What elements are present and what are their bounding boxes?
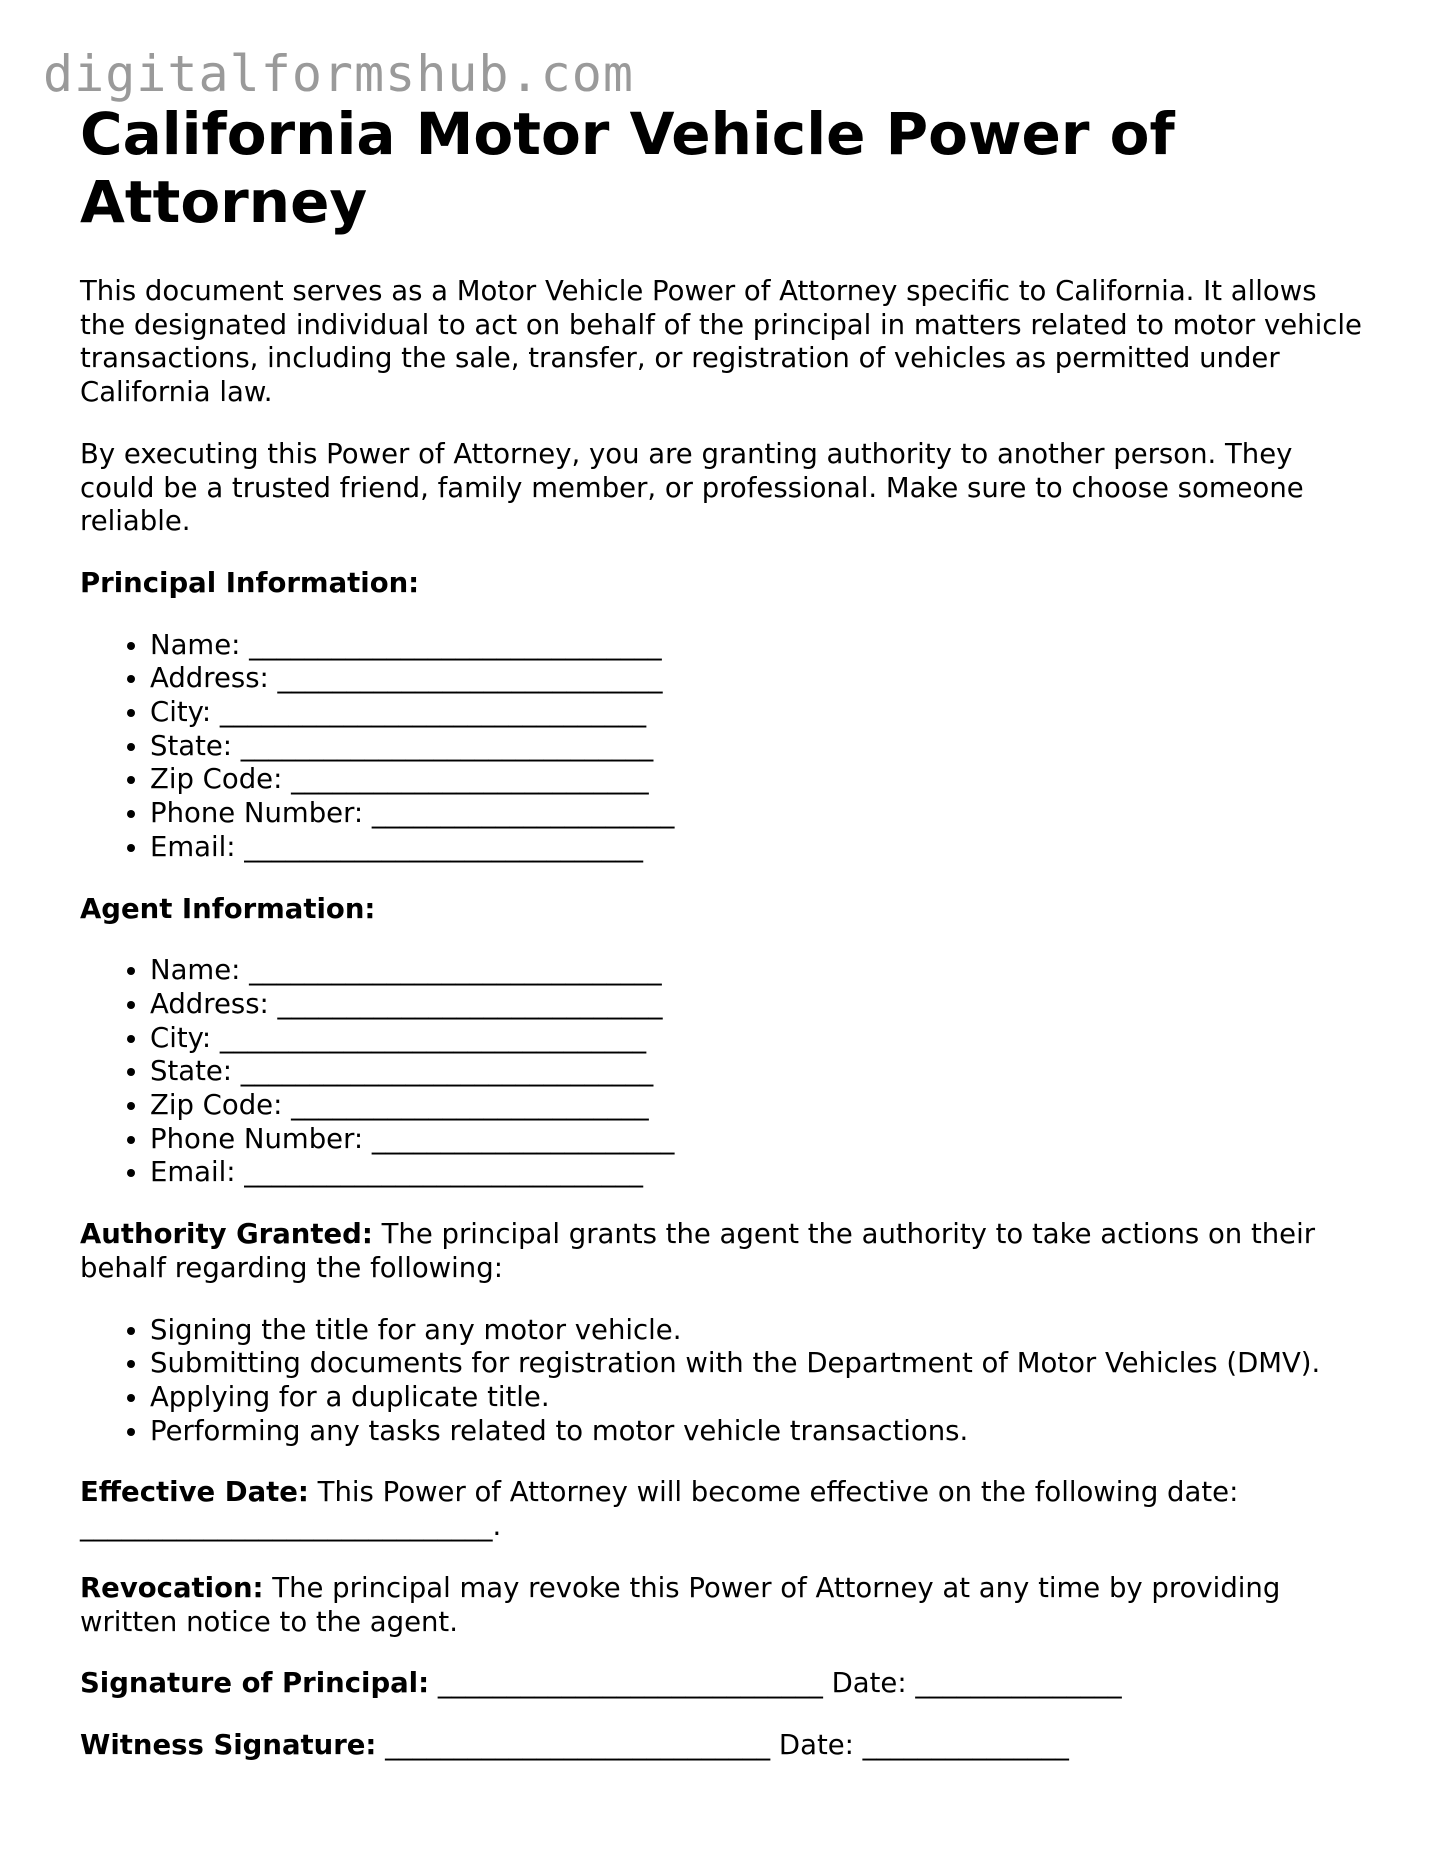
revocation-text: The principal may revoke this Power of Attorney at any time by providing written notice to the agent. — [80, 1571, 1281, 1638]
intro-paragraph-1: This document serves as a Motor Vehicle Power of Attorney specific to California. It allows the designated individual to act on behalf of the principal in matters related to motor vehicle transactions, including the sale, transfer, or registration of vehicles as permitted under California law. — [80, 275, 1362, 409]
authority-item: • Performing any tasks related to motor vehicle transactions. — [150, 1415, 1370, 1449]
authority-list — [80, 1314, 1370, 1449]
principal-signature-label: Signature of Principal: — [80, 1667, 430, 1700]
agent-heading: Agent Information: — [80, 892, 376, 925]
agent-city-field[interactable]: • City: _______________________________ — [150, 1022, 1370, 1056]
authority-heading: Authority Granted: — [80, 1218, 373, 1251]
principal-zip-field[interactable]: • Zip Code: __________________________ — [150, 763, 1370, 797]
principal-email-field[interactable]: • Email: _____________________________ — [150, 831, 1370, 865]
agent-phone-field[interactable]: • Phone Number: ______________________ — [150, 1123, 1370, 1157]
effective-date-heading: Effective Date: — [80, 1476, 309, 1509]
authority-item: • Signing the title for any motor vehicle. — [150, 1314, 1370, 1348]
agent-state-field[interactable]: • State: ______________________________ — [150, 1055, 1370, 1089]
agent-address-field[interactable]: • Address: ____________________________ — [150, 988, 1370, 1022]
witness-signature-label: Witness Signature: — [80, 1728, 377, 1761]
witness-signature-line[interactable] — [80, 1729, 1370, 1763]
principal-heading: Principal Information: — [80, 566, 420, 599]
page-title: California Motor Vehicle Power of Attorney — [80, 100, 1175, 236]
agent-name-field[interactable]: • Name: ______________________________ — [150, 954, 1370, 988]
principal-signature-blank[interactable]: ____________________________ Date: _______________ — [429, 1667, 1122, 1700]
agent-email-field[interactable]: • Email: _____________________________ — [150, 1156, 1370, 1190]
authority-paragraph — [80, 1218, 1370, 1285]
authority-item: • Submitting documents for registration with the Department of Motor Vehicles (DMV). — [150, 1347, 1370, 1381]
revocation-paragraph — [80, 1572, 1370, 1639]
document-page — [80, 100, 1370, 1763]
principal-city-field[interactable]: • City: _______________________________ — [150, 696, 1370, 730]
principal-name-field[interactable]: • Name: ______________________________ — [150, 629, 1370, 663]
principal-signature-line[interactable] — [80, 1667, 1370, 1701]
authority-item: • Applying for a duplicate title. — [150, 1381, 1370, 1415]
principal-phone-field[interactable]: • Phone Number: ______________________ — [150, 797, 1370, 831]
agent-field-list — [80, 954, 1370, 1190]
witness-signature-blank[interactable]: ____________________________ Date: _______________ — [376, 1728, 1069, 1761]
effective-date-text: This Power of Attorney will become effective on the following date: ______________________________. — [80, 1476, 1239, 1543]
effective-date-paragraph[interactable] — [80, 1476, 1370, 1543]
principal-field-list — [80, 629, 1370, 865]
watermark: digitalformshub.com — [43, 45, 634, 103]
agent-zip-field[interactable]: • Zip Code: __________________________ — [150, 1089, 1370, 1123]
principal-state-field[interactable]: • State: ______________________________ — [150, 730, 1370, 764]
revocation-heading: Revocation: — [80, 1571, 264, 1604]
principal-address-field[interactable]: • Address: ____________________________ — [150, 662, 1370, 696]
authority-text: The principal grants the agent the authority to take actions on their behalf regarding the following: — [80, 1218, 1316, 1284]
intro-paragraph-2: By executing this Power of Attorney, you are granting authority to another person. They could be a trusted friend, family member, or professional. Make sure to choose someone reliable. — [80, 437, 1304, 538]
